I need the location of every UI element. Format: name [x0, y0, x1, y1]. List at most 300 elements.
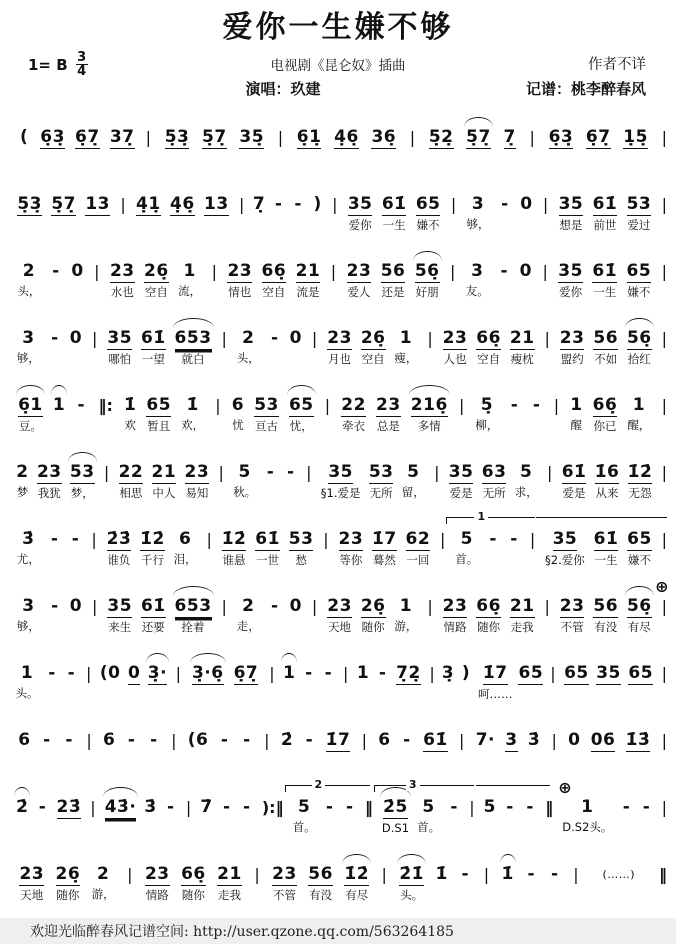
note-text: 56̣ — [626, 596, 652, 616]
lyric: D.S1 — [381, 821, 410, 835]
lyric: 想是 — [559, 218, 583, 232]
barline: | — [661, 664, 667, 683]
lyric: 随你 — [181, 888, 205, 902]
note-text: 26̣ — [360, 596, 386, 616]
note-text: 63 — [481, 462, 507, 482]
lyric: 牵衣 — [342, 419, 366, 433]
note-token — [504, 797, 516, 820]
note-token — [344, 864, 369, 903]
lyric: 走我 — [510, 620, 534, 634]
note-token — [443, 596, 468, 635]
measure — [554, 778, 660, 835]
note-text: 6̣7̣ — [233, 663, 259, 683]
note-token — [520, 261, 532, 284]
lyric: 随你 — [477, 620, 501, 634]
barline: | — [311, 329, 318, 348]
lyric: 天地 — [20, 888, 44, 902]
measure-row — [8, 663, 668, 702]
note-text: 66̣ — [261, 261, 287, 281]
note-text: - — [67, 663, 76, 683]
lyric: §2.爱你 — [545, 553, 585, 567]
measure — [8, 194, 119, 218]
barline: | — [434, 463, 440, 482]
lyric: 谁悬 — [222, 553, 246, 567]
volta-bracket-label: 2 — [312, 778, 326, 791]
note-token — [289, 395, 314, 434]
barline: | — [211, 262, 217, 281]
note-text: 53 — [69, 462, 95, 482]
note-text: 65 — [518, 663, 544, 683]
barline: | — [459, 731, 465, 750]
note-text: - — [50, 529, 59, 549]
note-text: 1̇3̇ — [625, 730, 651, 750]
note-token — [17, 328, 40, 366]
lyric: 流是 — [296, 285, 320, 299]
lyric: 空自 — [144, 285, 168, 299]
measure — [8, 127, 145, 151]
note-text: 56 — [593, 328, 619, 348]
note-text: 23 — [144, 864, 170, 884]
note-token — [394, 328, 417, 366]
note-text: 0 — [71, 261, 84, 281]
measure — [245, 194, 331, 217]
note-text: 1̇ — [501, 864, 514, 884]
note-text: 35 — [328, 462, 353, 482]
barline: | — [458, 396, 465, 415]
measure — [134, 864, 254, 903]
note-text: 62 — [405, 529, 431, 549]
lyric: D.S2头。 — [562, 820, 613, 834]
note-token — [296, 261, 321, 300]
note-text: 35 — [558, 261, 583, 281]
note-token — [348, 194, 373, 233]
note-text: - — [527, 864, 536, 884]
barline: | — [661, 396, 667, 415]
note-token — [378, 730, 390, 753]
note-text: 1 — [581, 797, 594, 817]
note-token — [455, 529, 478, 567]
note-text: 7̣2̣ — [396, 663, 421, 683]
note-token — [297, 127, 322, 151]
note-token — [369, 462, 394, 501]
note-text: - — [489, 529, 497, 549]
measure — [101, 261, 211, 300]
note-text: 3 — [505, 730, 518, 750]
slur-arc-icon — [500, 854, 516, 864]
slur-arc-icon — [342, 854, 371, 864]
note-token — [627, 328, 652, 367]
note-token — [344, 797, 356, 820]
barline: ‖: — [98, 396, 113, 415]
lyric: 尤， — [16, 552, 40, 566]
note-token — [65, 663, 77, 686]
measure — [213, 529, 322, 568]
note-token — [382, 797, 409, 836]
note-token — [285, 462, 297, 485]
note-text: - — [345, 797, 354, 817]
note-token — [70, 596, 82, 619]
lyric: 梦 — [16, 485, 29, 499]
note-token — [357, 663, 369, 686]
footer-text: 欢迎光临醉春风记谱空间: http://user.qzone.qq.com/563264185 — [30, 924, 454, 940]
note-token — [146, 395, 171, 434]
barline: | — [221, 597, 227, 616]
note-token — [417, 797, 440, 835]
measure — [225, 462, 305, 500]
barline: | — [381, 865, 387, 884]
note-token — [70, 462, 95, 501]
note-token — [476, 328, 501, 367]
header — [0, 0, 676, 112]
note-text: 1̇2̇ — [140, 529, 165, 549]
note-text: 35 — [107, 596, 133, 616]
slur-arc-icon — [173, 318, 214, 328]
lyric: 欢 — [124, 418, 136, 432]
barline: | — [127, 865, 133, 884]
measure — [8, 395, 97, 434]
measure — [8, 730, 85, 753]
note-text: 13 — [85, 194, 110, 214]
note-text: 6̣1 — [18, 395, 43, 415]
score-line — [8, 577, 669, 650]
barline: | — [254, 865, 260, 884]
lyric: 游， — [394, 619, 418, 633]
note-token — [377, 663, 389, 686]
note-token — [334, 127, 359, 151]
note-token — [222, 529, 247, 568]
subtitle: 电视剧《昆仑奴》插曲 — [270, 58, 406, 74]
note-token — [594, 529, 619, 568]
note-token — [562, 462, 587, 501]
note-token — [382, 194, 407, 233]
score-line — [8, 778, 668, 851]
measure — [8, 529, 90, 567]
note-token — [627, 194, 652, 233]
note-token — [18, 395, 43, 434]
note-text: 23 — [442, 596, 468, 616]
lyric: 你已 — [593, 419, 617, 433]
measure-row — [8, 328, 668, 367]
measure — [490, 864, 572, 887]
note-token — [188, 730, 209, 753]
lyric: 有没 — [309, 888, 333, 902]
note-text: 61̇ — [592, 194, 618, 214]
note-text: 5 — [520, 462, 533, 482]
footer — [0, 918, 676, 944]
note-text: - — [622, 797, 631, 817]
note-text: 2 — [242, 328, 255, 348]
note-text: - — [270, 596, 279, 616]
barline: | — [450, 195, 457, 214]
note-token — [515, 462, 538, 500]
note-text: 0 — [127, 663, 141, 683]
note-text: 53 — [368, 462, 394, 482]
lyric: 友。 — [465, 284, 489, 298]
measure — [271, 730, 361, 754]
note-token — [262, 261, 287, 300]
note-token — [326, 730, 351, 754]
note-token — [53, 395, 65, 418]
note-text: 1 — [356, 663, 370, 683]
note-text: 4̣1̣ — [136, 194, 161, 214]
note-text: - — [450, 797, 458, 817]
note-text: 35 — [347, 194, 373, 214]
lyric: 拾红 — [627, 352, 651, 366]
note-token — [402, 462, 425, 500]
lyric: 嫌不 — [627, 553, 651, 567]
lyric: 一望 — [141, 352, 165, 366]
lyric: 无所 — [482, 486, 506, 500]
note-text: 23 — [36, 462, 62, 482]
note-token — [255, 529, 280, 568]
note-text: (……) — [602, 868, 636, 881]
note-text: 1̇7 — [372, 529, 397, 549]
barline: | — [529, 128, 535, 147]
lyric: 有尽 — [627, 620, 651, 634]
lyric: 盟约 — [560, 352, 584, 366]
note-text: 5̣7̣ — [51, 194, 76, 214]
score-line — [8, 717, 668, 784]
note-token — [586, 127, 611, 151]
note-token — [175, 328, 212, 367]
measure — [446, 510, 528, 567]
lyric: §1.爱是 — [320, 486, 361, 500]
note-token — [381, 261, 406, 300]
barline: | — [661, 731, 667, 750]
note-token — [627, 596, 652, 635]
note-text: - — [51, 596, 59, 616]
note-token — [170, 194, 195, 218]
note-text: 5 — [422, 797, 435, 817]
time-signature-bottom: 4 — [77, 64, 87, 79]
barline: | — [553, 396, 560, 415]
note-text: - — [51, 328, 59, 348]
barline: | — [427, 597, 433, 616]
note-token — [141, 328, 166, 367]
note-text: 5̣7̣ — [466, 127, 491, 147]
barline: | — [661, 530, 668, 549]
note-token — [627, 261, 652, 300]
note-text: 61̇ — [592, 261, 618, 281]
note-token — [592, 261, 617, 300]
note-text: 6 — [18, 730, 31, 750]
note-text: 0 — [520, 194, 533, 214]
note-text: 1̇7 — [325, 730, 351, 750]
lyric: 瘦枕 — [510, 352, 534, 366]
measure — [114, 395, 214, 434]
note-text: ( — [19, 127, 29, 147]
lyric: 还要 — [141, 620, 165, 634]
measure — [337, 261, 449, 300]
note-token — [411, 395, 448, 434]
measure — [97, 797, 185, 821]
key-label: 1= B — [28, 55, 68, 74]
lyric: 随你 — [56, 888, 80, 902]
lyric: 忧 — [232, 418, 244, 432]
note-text: 35 — [107, 328, 133, 348]
barline: | — [449, 262, 456, 281]
note-text: - — [266, 462, 275, 482]
note-text: - — [243, 730, 251, 750]
barline: | — [145, 128, 152, 147]
note-text: - — [270, 328, 279, 348]
lyric: 嫌不 — [627, 285, 651, 299]
credit-row — [0, 76, 676, 102]
lyric: 不管 — [560, 620, 584, 634]
note-token — [303, 730, 315, 753]
note-token — [528, 730, 540, 753]
note-token — [593, 395, 618, 434]
note-text: 53 — [626, 194, 652, 214]
measure — [98, 529, 206, 568]
note-token — [57, 797, 82, 821]
note-text: ) — [461, 663, 471, 683]
measure — [8, 864, 126, 903]
barline: | — [86, 731, 92, 750]
note-token — [508, 529, 520, 552]
note-text: - — [532, 395, 541, 415]
lyric: 走我 — [218, 888, 241, 902]
note-token — [232, 395, 244, 433]
lyric: 等你 — [339, 553, 363, 567]
lyric: 水也 — [110, 285, 134, 299]
note-token — [602, 864, 635, 887]
note-text: 6̣3̣ — [40, 127, 65, 147]
note-token — [17, 261, 40, 299]
lyric: 够， — [16, 619, 40, 633]
note-token — [505, 730, 517, 754]
lyric: 一生 — [593, 285, 617, 299]
lyric: 头。 — [15, 686, 39, 700]
note-token — [273, 194, 285, 217]
score — [0, 112, 676, 918]
note-token — [627, 395, 650, 433]
note-token — [148, 663, 167, 687]
note-token — [429, 127, 454, 151]
note-token — [568, 730, 580, 753]
note-token — [593, 328, 618, 367]
coda-icon: ⊕ — [655, 577, 669, 596]
note-text: 5 — [297, 797, 311, 817]
notator-credit: 记谱：桃李醉春风 — [525, 80, 646, 98]
score-line — [8, 315, 668, 382]
lyric: 情路 — [443, 620, 467, 634]
note-token — [75, 127, 100, 151]
note-text: 3 — [471, 261, 484, 281]
note-token — [233, 462, 256, 500]
note-text: 56 — [308, 864, 333, 884]
measure — [434, 328, 544, 367]
barline: | — [469, 798, 475, 817]
note-token — [399, 864, 424, 903]
note-token — [18, 730, 30, 753]
note-text: 0 — [69, 596, 83, 616]
note-token — [85, 194, 110, 218]
measure — [318, 328, 426, 367]
note-token — [217, 864, 242, 903]
note-token — [475, 395, 498, 433]
measure — [331, 395, 458, 434]
slur-arc-icon — [51, 385, 67, 395]
note-token — [49, 529, 61, 552]
note-token — [560, 328, 585, 367]
slur-arc-icon — [287, 385, 316, 395]
score-line — [8, 449, 668, 516]
measure — [551, 328, 661, 367]
note-token — [289, 529, 314, 568]
note-token — [623, 127, 648, 151]
note-token — [476, 596, 501, 635]
note-text: 65 — [564, 663, 589, 683]
barline: | — [661, 195, 667, 214]
barline: | — [342, 664, 349, 683]
measure — [560, 395, 660, 434]
measure — [261, 864, 381, 903]
lyric: 醒 — [570, 418, 583, 432]
note-text: 7̣ — [252, 194, 266, 214]
note-token — [482, 462, 507, 501]
note-text: - — [220, 730, 229, 750]
note-text: 6̣1̣ — [296, 127, 322, 147]
lyric: 哪怕 — [108, 352, 132, 366]
barline: | — [330, 262, 337, 281]
note-text: 7̇ — [200, 797, 213, 817]
measure — [349, 663, 428, 687]
note-text: - — [48, 663, 56, 683]
note-token — [627, 529, 652, 568]
barline: | — [218, 463, 224, 482]
note-text: - — [294, 194, 302, 214]
note-text: 0 — [568, 730, 581, 750]
note-text: 6̣7̣ — [585, 127, 611, 147]
note-token — [435, 864, 447, 887]
lyric: 梦， — [70, 486, 94, 500]
note-token — [401, 730, 413, 753]
lyric: 拴着 — [181, 620, 205, 634]
note-text: 23 — [227, 261, 253, 281]
measure — [98, 328, 220, 367]
note-token — [269, 328, 281, 351]
note-text: 21 — [509, 328, 535, 348]
barline: | — [483, 865, 490, 884]
note-text: 43̇· — [104, 797, 137, 817]
note-token — [308, 864, 333, 903]
note-token — [290, 596, 302, 619]
lyric: 不管 — [272, 888, 296, 902]
note-text: 0 — [69, 328, 83, 348]
note-token — [181, 864, 206, 903]
note-text: 5̣3̣ — [17, 194, 42, 214]
note-text: 6 — [103, 730, 116, 750]
note-text: - — [378, 663, 387, 683]
measure — [434, 596, 544, 635]
barline: ‖ — [545, 798, 554, 817]
note-text: 23 — [109, 261, 135, 281]
note-text: 3̣ — [441, 663, 455, 683]
barline: | — [91, 530, 97, 549]
measure — [312, 462, 433, 501]
barline: | — [324, 396, 331, 415]
note-text: 7̣ — [503, 127, 516, 147]
note-text: 21 — [295, 261, 321, 281]
lyric: 醒， — [627, 418, 651, 432]
score-line — [8, 114, 668, 181]
slur-arc-icon — [173, 586, 214, 596]
coda-icon: ⊕ — [558, 778, 572, 797]
measure — [93, 730, 170, 753]
note-text: 6̣3̣ — [548, 127, 574, 147]
measure-row — [8, 395, 668, 434]
